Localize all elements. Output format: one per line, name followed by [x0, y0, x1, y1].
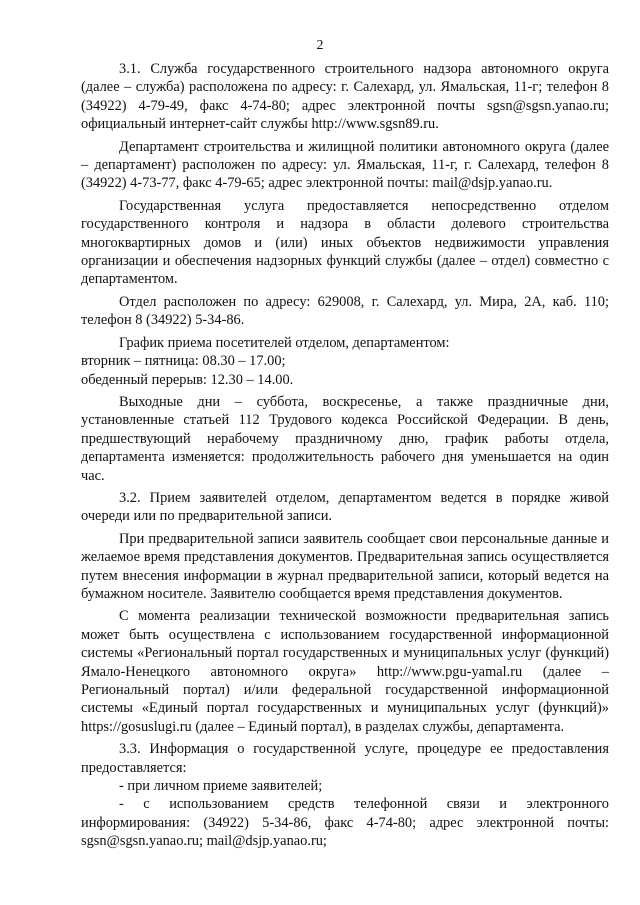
paragraph-service-address: 3.1. Служба государственного строительного надзора автономного округа (далее – служба) расположена по адресу: г. Салехард, ул. Ямальская, 11-г; телефон 8 (34922) 4-79-49, факс 4-74-80; адрес электронной почты sgsn@sgsn.yanao.ru; официальный интернет-сайт службы http://www.sgsn89.ru. [81, 61, 609, 133]
paragraph-information-heading: 3.3. Информация о государственной услуге, процедуре ее предоставления предоставляется: [81, 741, 609, 776]
paragraph-pre-registration: При предварительной записи заявитель сообщает свои персональные данные и желаемое время представления документов. Предварительная запись осуществляется путем внесения информации в журнал предварительной записи, который ведется на бумажном носителе. Заявителю сообщается время представления документов. [81, 530, 609, 602]
paragraph-department-address: Департамент строительства и жилищной политики автономного округа (далее – департамент) расположен по адресу: ул. Ямальская, 11-г, г. Салехард, телефон 8 (34922) 4-73-77, факс 4-79-65; адрес электронной почты: mail@dsjp.yanao.ru. [81, 138, 609, 192]
schedule-working-hours: вторник – пятница: 08.30 – 17.00; [81, 353, 286, 370]
list-item-phone-email: - с использованием средств телефонной связи и электронного информирования: (34922) 5-34-86, факс 4-74-80; адрес электронной почты: sgsn@sgsn.yanao.ru; mail@dsjp.yanao.ru; [81, 796, 609, 850]
list-item-personal-reception: - при личном приеме заявителей; [119, 778, 323, 795]
page-number: 2 [316, 38, 324, 53]
document-body [81, 60, 609, 851]
paragraph-online-registration: С момента реализации технической возможности предварительная запись может быть осуществлена с использованием государственной информационной системы «Региональный портал государственных и муниципальных услуг (функций) Ямало-Ненецкого автономного округа» http://www.pgu-yamal.ru (далее – Региональный портал) и/или федеральной государственной информационной системы «Единый портал государственных и муниципальных услуг (функций)» https://gosuslugi.ru (далее – Единый портал), в разделах службы, департамента. [81, 608, 609, 735]
paragraph-days-off: Выходные дни – суббота, воскресенье, а также праздничные дни, установленные статьей 112 Трудового кодекса Российской Федерации. В день, предшествующий нерабочему праздничному дню, график работы отдела, департамента изменяется: продолжительность рабочего дня уменьшается на один час. [81, 393, 609, 484]
paragraph-provider: Государственная услуга предоставляется непосредственно отделом государственного контроля и надзора в области долевого строительства многоквартирных домов и (или) иных объектов недвижимости управления организации и обеспечения надзорных функций службы (далее – отдел) совместно с департаментом. [81, 197, 609, 288]
paragraph-schedule-heading: График приема посетителей отделом, департаментом: [119, 334, 450, 351]
paragraph-reception-order: 3.2. Прием заявителей отделом, департаментом ведется в порядке живой очереди или по предварительной записи. [81, 489, 609, 525]
paragraph-office-address: Отдел расположен по адресу: 629008, г. Салехард, ул. Мира, 2А, каб. 110; телефон 8 (34922) 5-34-86. [81, 293, 609, 329]
schedule-lunch-break: обеденный перерыв: 12.30 – 14.00. [81, 371, 294, 388]
